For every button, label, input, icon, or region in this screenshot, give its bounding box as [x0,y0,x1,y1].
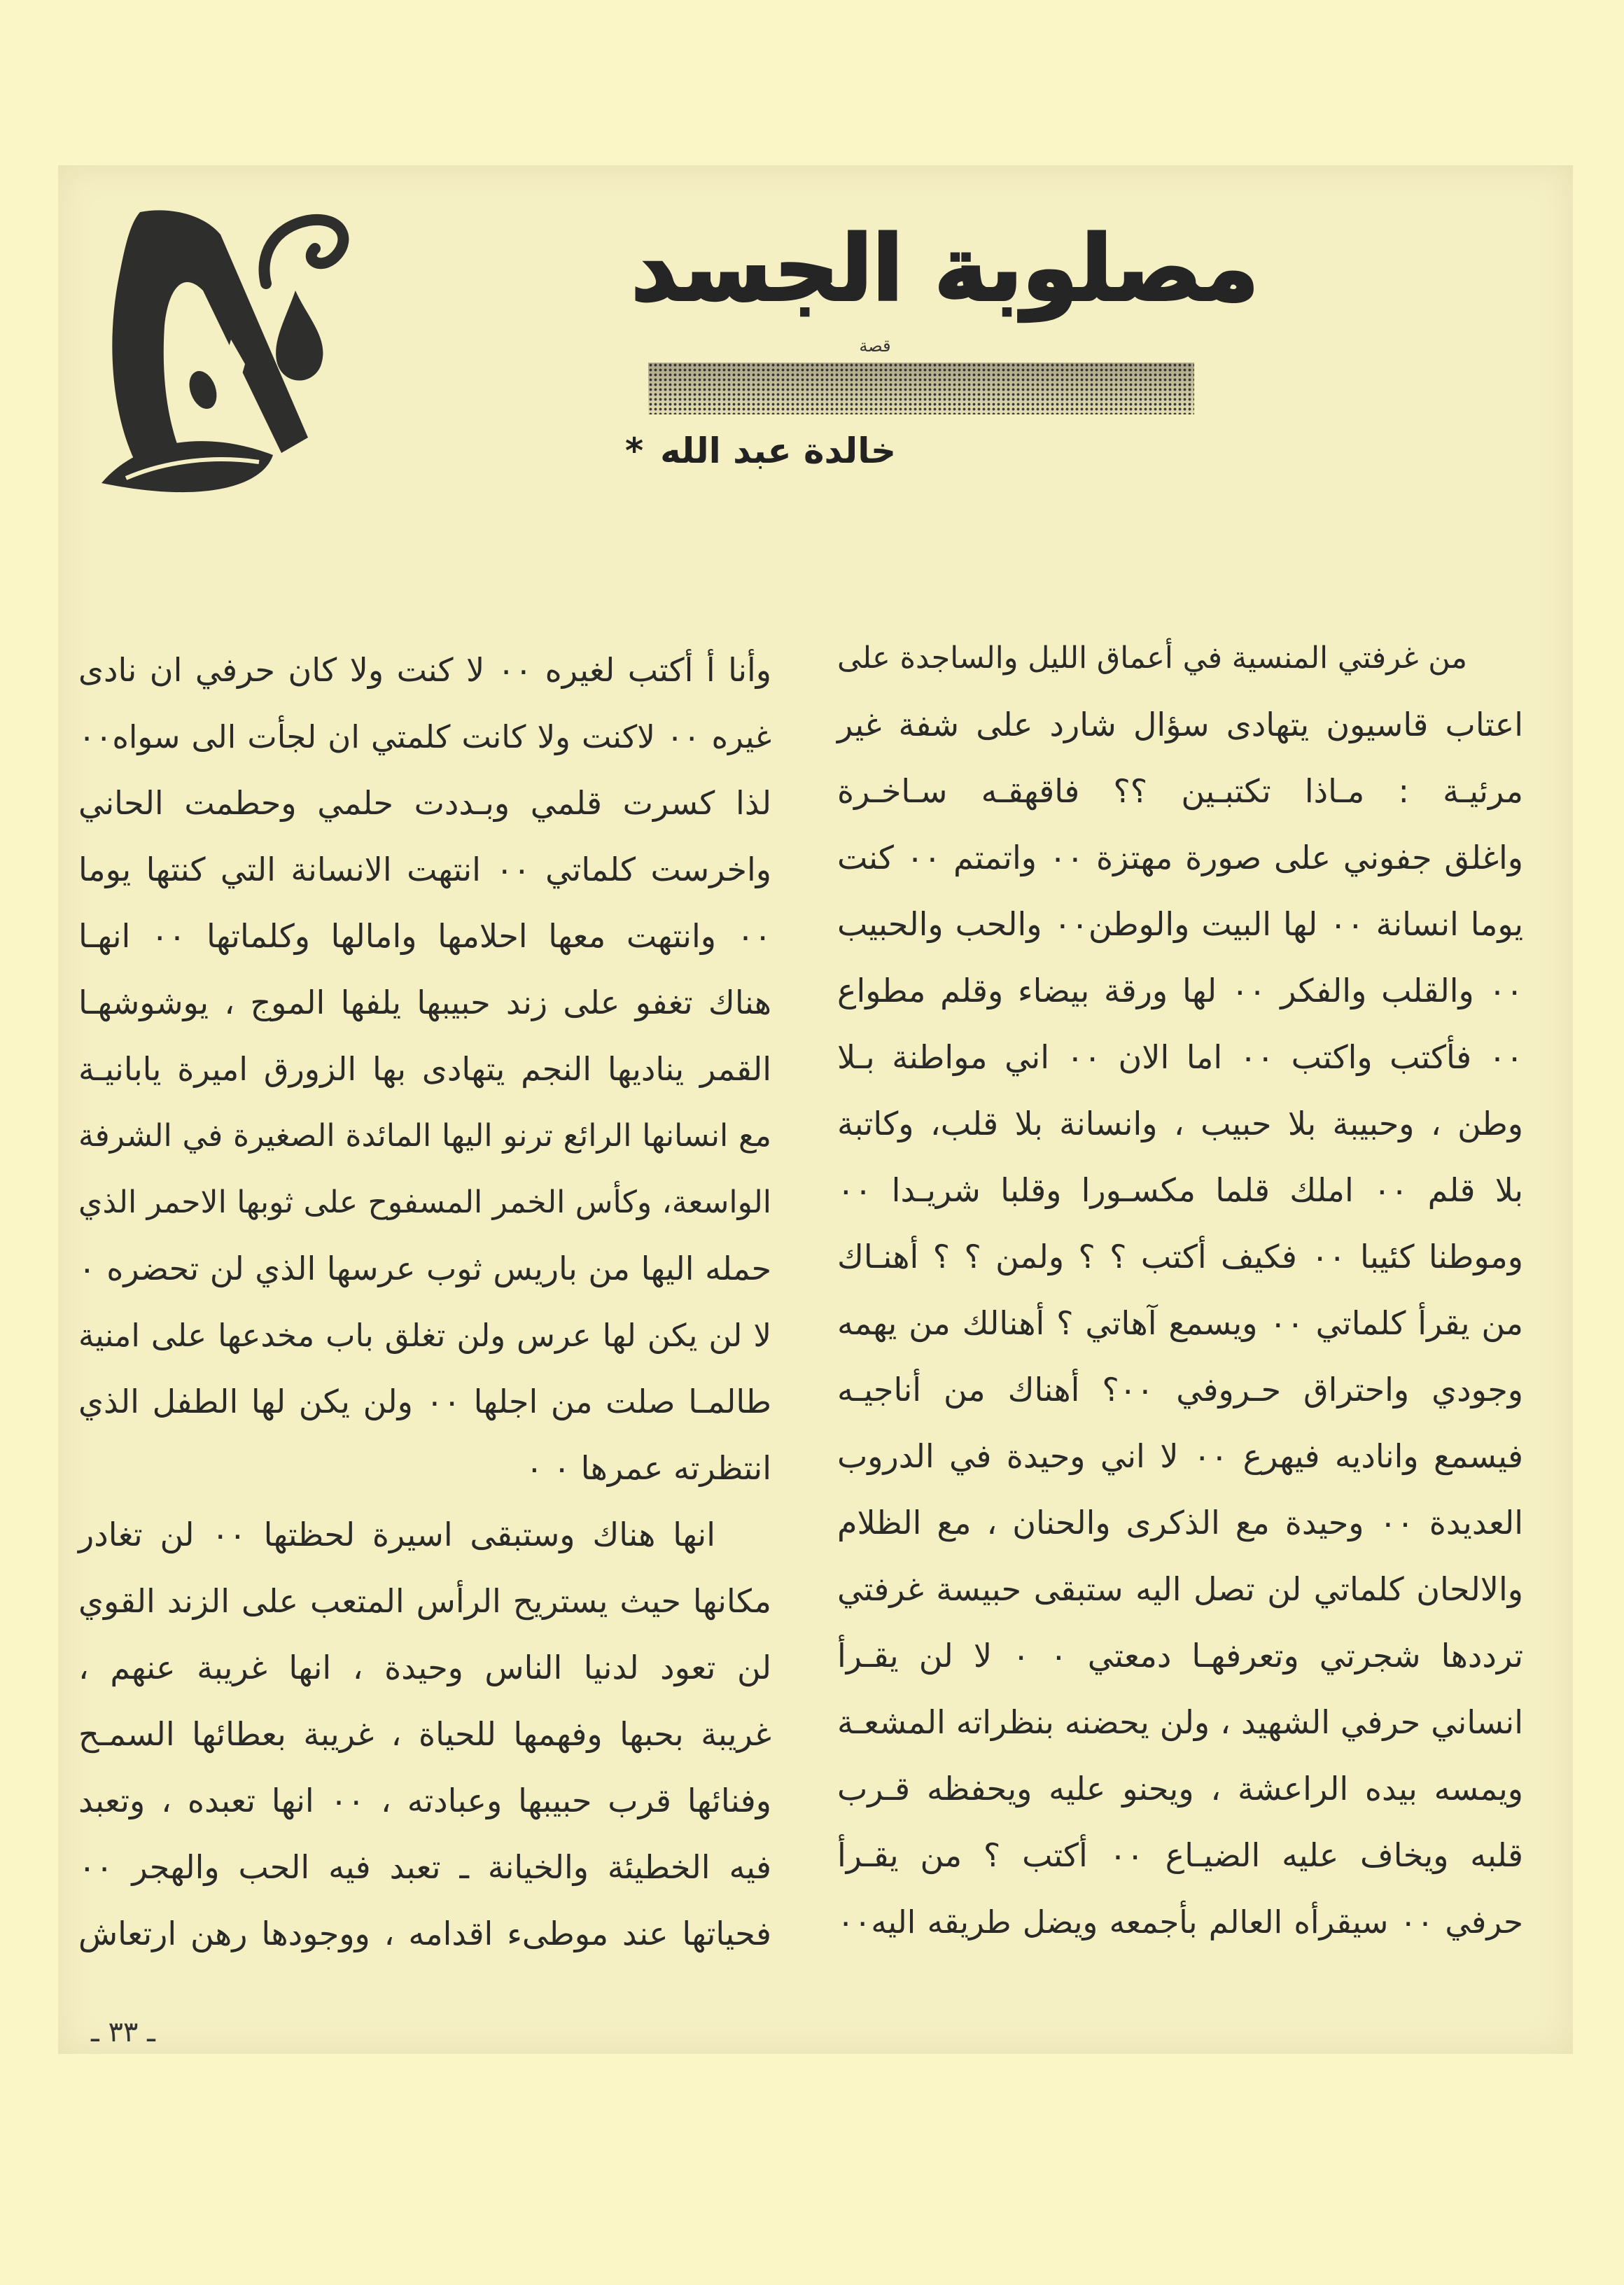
text-line: ويمسه بيده الراعشة ، ويحنو عليه ويحفظه قـرب [837,1770,1523,1808]
text-line: واخرست كلماتي ٠٠ انتهت الانسانة التي كنتها يوما [78,851,771,888]
text-line: ترددها شجرتي وتعرفهـا دمعتي ٠ ٠ لا لن يقـرأ [837,1637,1524,1675]
article-title: مصلوبة الجسد [631,217,1259,321]
text-line: وجودي واحتراق حـروفي ٠٠؟ أهناك من أناجيـه [837,1371,1523,1409]
text-line: من يقرأ كلماتي ٠٠ ويسمع آهاتي ؟ أهنالك من يهمه [837,1304,1523,1342]
text-line: حرفي ٠٠ سيقرأه العالم بأجمعه ويضل طريقه اليه٠٠ [837,1903,1523,1941]
text-line: غيره ٠٠ لاكنت ولا كانت كلمتي ان لجأت الى سواه٠٠ [78,718,771,755]
text-line: لن تعود لدنيا الناس وحيدة ، انها غريبة عنهم ، [78,1649,771,1686]
text-line: طالمـا صلت من اجلها ٠٠ ولن يكن لها الطفل الذي [78,1383,771,1420]
text-line: فيسمع واناديه فيهرع ٠٠ لا اني وحيدة في الدروب [837,1437,1523,1475]
text-line: الواسعة، وكأس الخمر المسفوح على ثوبها الاحمر الذي [78,1185,771,1220]
text-line: لا لن يكن لها عرس ولن تغلق باب مخدعها على امنية [78,1317,771,1354]
text-line: القمر يناديها النجم يتهادى بها الزورق اميرة يابانيـة [78,1050,771,1088]
text-line: مع انسانها الرائع ترنو اليها المائدة الصغيرة في الشرفة [78,1118,771,1154]
ornament-drop [185,368,222,413]
text-line: غريبة بحبها وفهمها للحياة ، غريبة بعطائها السمـح [78,1715,771,1753]
text-line: حمله اليها من باريس ثوب عرسها الذي لن تحضره ٠ [78,1250,771,1287]
text-line: مرئيـة : مـاذا تكتبـين ؟؟ فاقهقـه سـاخـرة [837,772,1523,810]
text-line: ٠٠ والقلب والفكر ٠٠ لها ورقة بيضاء وقلم مطواع [837,972,1523,1009]
halftone-rule [648,363,1194,414]
text-line: يوما انسانة ٠٠ لها البيت والوطن٠٠ والحب والحبيب [837,905,1523,943]
page-number: ـ ٣٣ ـ [91,2016,155,2048]
paragraph-end-line: انتظرته عمرها ٠ ٠ [525,1449,771,1487]
ornament-teardrop [276,291,323,381]
author-name: خالدة عبد الله [660,431,896,471]
text-line: اعتاب قاسيون يتهادى سؤال شارد على شفة غير [837,706,1523,743]
text-line: فيه الخطيئة والخيانة ـ تعبد فيه الحب والهجر ٠٠ [78,1848,771,1886]
text-line: انساني حرفي الشهيد ، ولن يحضنه بنظراته المشعـة [837,1703,1523,1741]
calligraphy-ornament [98,207,357,508]
text-line: وأنا أ أكتب لغيره ٠٠ لا كنت ولا كان حرفي ان نادى [78,651,771,689]
text-line: بلا قلم ٠٠ املك قلما مكسـورا وقلبا شريـدا ٠٠ [837,1171,1524,1209]
paragraph-start-line: انها هناك وستبقى اسيرة لحظتها ٠٠ لن تغادر [78,1516,715,1553]
ornament-curl [265,220,344,284]
text-line: هناك تغفو على زند حبيبها يلفها الموج ، يوشوشهـا [78,984,771,1021]
text-line: وطن ، وحبيبة بلا حبيب ، وانسانة بلا قلب، وكاتبة [837,1105,1523,1142]
text-line: ٠٠ فأكتب واكتب ٠٠ اما الان ٠٠ اني مواطنة بـلا [837,1038,1523,1076]
text-line: مكانها حيث يستريح الرأس المتعب على الزند القوي [78,1582,771,1620]
text-line: العديدة ٠٠ وحيدة مع الذكرى والحنان ، مع الظلام [837,1504,1523,1542]
text-line: قلبه ويخاف عليه الضيـاع ٠٠ أكتب ؟ من يقـرأ [837,1836,1523,1874]
text-line: لذا كسرت قلمي وبـددت حلمي وحطمت الحاني [78,784,771,822]
text-line: فحياتها عند موطىء اقدامه ، ووجودها رهن ارتعاش [78,1915,771,1952]
ornament-leaf [102,441,273,492]
text-line: والالحان كلماتي لن تصل اليه ستبقى حبيسة غرفتي [837,1570,1523,1608]
author-mark: * [624,431,644,471]
text-column-left [78,637,771,1967]
text-column-right [837,625,1523,1955]
text-line: وفنائها قرب حبيبها وعبادته ، ٠٠ انها تعبده ، وتعبد [78,1782,772,1819]
byline [616,423,896,479]
text-line: ٠٠ وانتهت معها احلامها وامالها وكلماتها ٠٠ انهـا [78,917,771,955]
text-line: وموطنا كئيبا ٠٠ فكيف أكتب ؟ ؟ ولمن ؟ ؟ أهنـاك [837,1238,1523,1276]
genre-label: قصة [859,336,891,356]
paragraph-start-line: من غرفتي المنسية في أعماق الليل والساجدة على [837,641,1467,676]
text-line: واغلق جفوني على صورة مهتزة ٠٠ واتمتم ٠٠ كنت [837,839,1523,876]
